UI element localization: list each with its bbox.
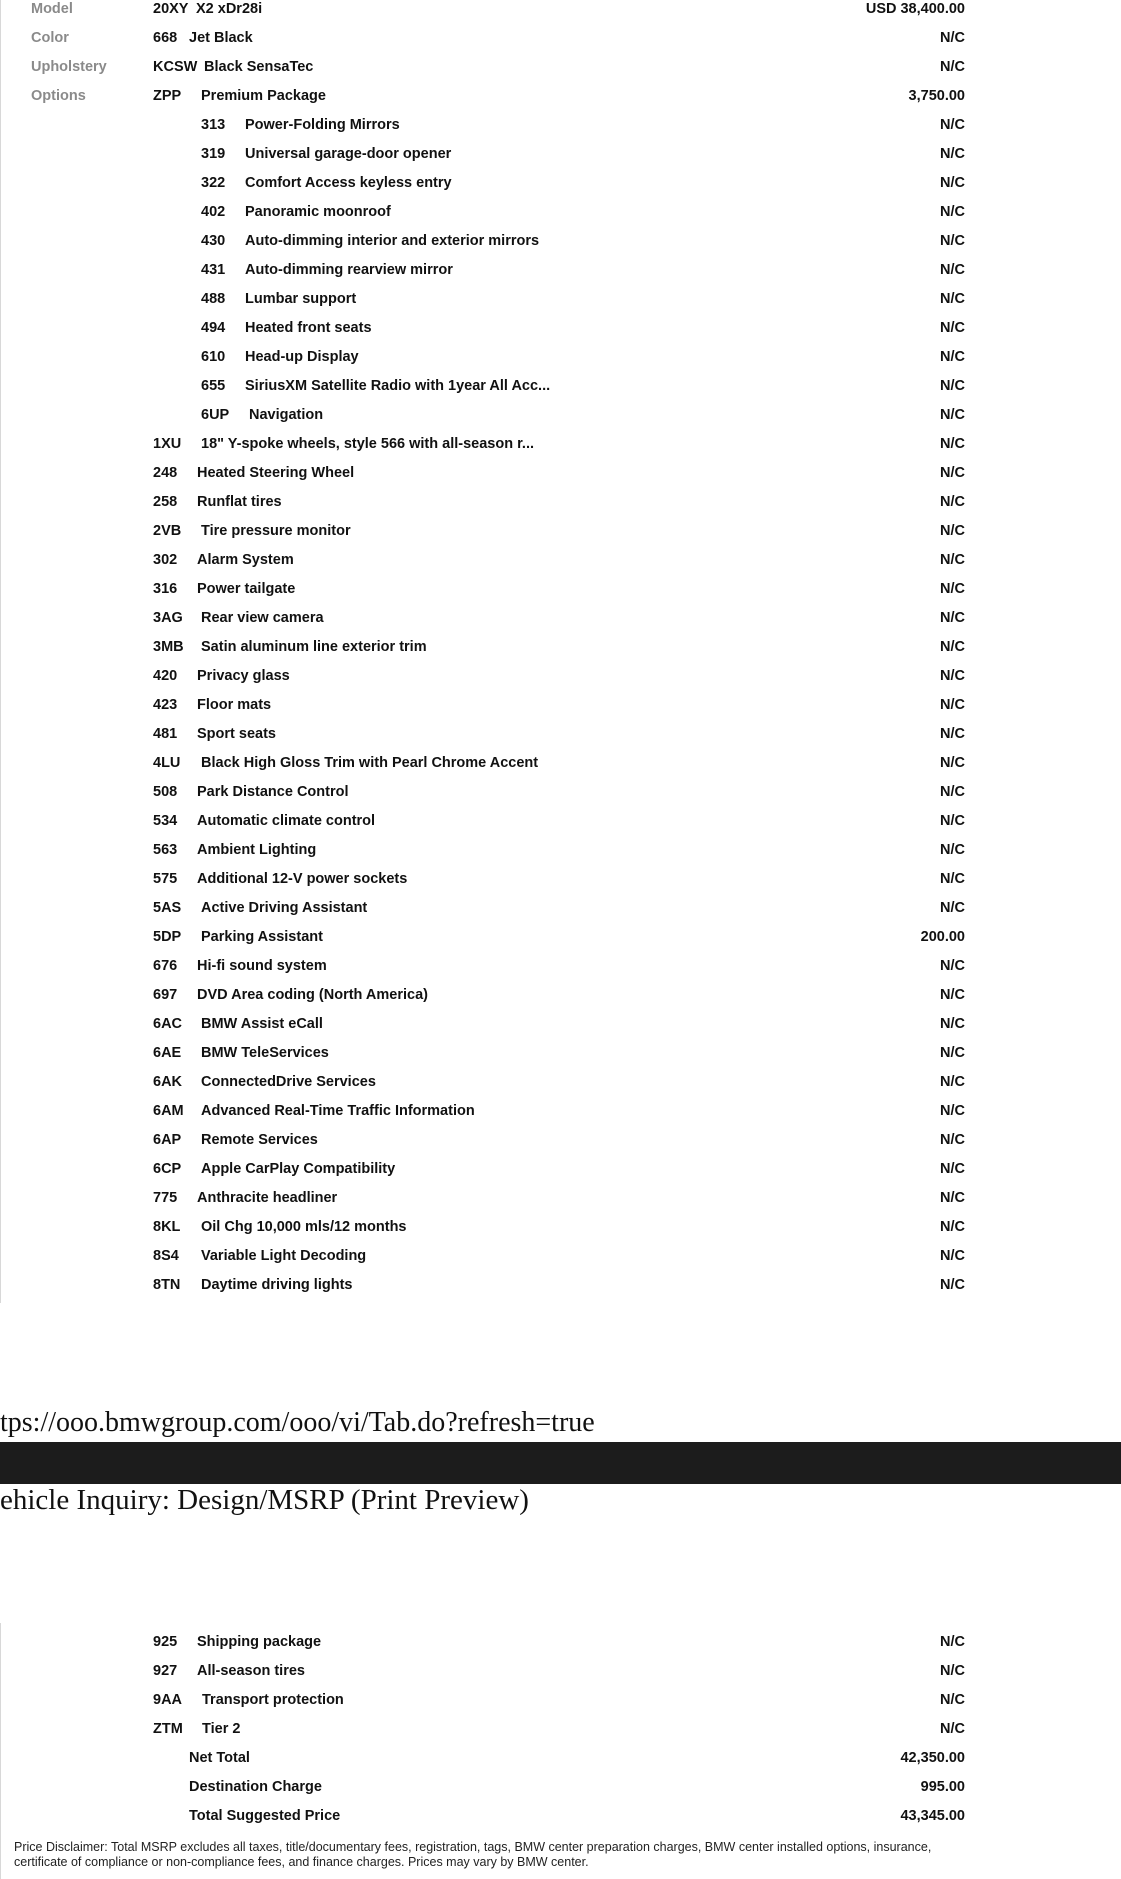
option-description: Shipping package <box>197 1634 322 1650</box>
option-price: N/C <box>940 1663 965 1679</box>
option-price: N/C <box>940 494 965 510</box>
option-row <box>1 464 1121 493</box>
option-price: N/C <box>940 1074 965 1090</box>
option-description: Ambient Lighting <box>197 842 317 858</box>
option-description: Apple CarPlay Compatibility <box>201 1161 396 1177</box>
premium-package-row <box>1 87 1121 116</box>
option-price: N/C <box>940 784 965 800</box>
total-amount: 43,345.00 <box>900 1808 965 1824</box>
option-price: N/C <box>940 552 965 568</box>
option-row <box>1 667 1121 696</box>
option-description: Runflat tires <box>197 494 282 510</box>
package-item-row <box>1 348 1121 377</box>
option-description: Comfort Access keyless entry <box>245 175 452 191</box>
package-item-row <box>1 261 1121 290</box>
option-description: Lumbar support <box>245 291 357 307</box>
option-code: 3AG <box>153 610 183 626</box>
option-code: 1XU <box>153 436 182 452</box>
option-description: DVD Area coding (North America) <box>197 987 428 1003</box>
option-description: Alarm System <box>197 552 294 568</box>
option-code: 402 <box>201 204 226 220</box>
option-price: N/C <box>940 842 965 858</box>
option-price: N/C <box>940 1692 965 1708</box>
upholstery-code: KCSW <box>153 59 198 75</box>
option-price: N/C <box>940 1161 965 1177</box>
option-row <box>1 1633 1121 1662</box>
package-item-row <box>1 116 1121 145</box>
option-price: N/C <box>940 1103 965 1119</box>
option-row <box>1 551 1121 580</box>
option-row <box>1 493 1121 522</box>
option-description: Heated Steering Wheel <box>197 465 355 481</box>
option-row <box>1 986 1121 1015</box>
option-row <box>1 1662 1121 1691</box>
color-code: 668 <box>153 30 178 46</box>
total-label: Destination Charge <box>189 1779 322 1795</box>
options-label: Options <box>31 88 86 104</box>
option-row <box>1 1160 1121 1189</box>
option-price: N/C <box>940 697 965 713</box>
price-disclaimer: Price Disclaimer: Total MSRP excludes all taxes, title/documentary fees, registration, tags, BMW center preparation charges, BMW center installed options, insurance, certificate of compliance or non-compliance fees, and finance charges. Prices may vary by BMW center. <box>14 1840 932 1869</box>
package-item-row <box>1 290 1121 319</box>
option-price: N/C <box>940 987 965 1003</box>
option-code: 8S4 <box>153 1248 179 1264</box>
option-code: 575 <box>153 871 178 887</box>
option-description: Variable Light Decoding <box>201 1248 367 1264</box>
option-price: N/C <box>940 117 965 133</box>
option-description: Sport seats <box>197 726 276 742</box>
option-price: N/C <box>940 871 965 887</box>
option-code: 302 <box>153 552 178 568</box>
price-sheet-page-2 <box>0 1623 1121 1879</box>
package-item-row <box>1 406 1121 435</box>
option-description: ConnectedDrive Services <box>201 1074 376 1090</box>
total-label: Net Total <box>189 1750 250 1766</box>
option-price: N/C <box>940 1219 965 1235</box>
premium-package-desc: Premium Package <box>201 88 326 104</box>
option-price: N/C <box>940 1721 965 1737</box>
option-row <box>1 1720 1121 1749</box>
option-price: N/C <box>940 320 965 336</box>
package-item-row <box>1 203 1121 232</box>
option-code: 423 <box>153 697 178 713</box>
option-code: 6CP <box>153 1161 182 1177</box>
option-row <box>1 841 1121 870</box>
option-row <box>1 638 1121 667</box>
option-price: N/C <box>940 233 965 249</box>
option-code: 313 <box>201 117 226 133</box>
option-code: 2VB <box>153 523 182 539</box>
option-description: Auto-dimming rearview mirror <box>245 262 453 278</box>
option-description: Advanced Real-Time Traffic Information <box>201 1103 475 1119</box>
option-price: N/C <box>940 291 965 307</box>
total-row <box>1 1807 1121 1836</box>
option-row <box>1 812 1121 841</box>
option-price: N/C <box>940 581 965 597</box>
package-item-row <box>1 174 1121 203</box>
option-row <box>1 1276 1121 1305</box>
option-description: Floor mats <box>197 697 272 713</box>
option-description: Universal garage-door opener <box>245 146 452 162</box>
option-row <box>1 1073 1121 1102</box>
option-row <box>1 609 1121 638</box>
option-price: N/C <box>940 1248 965 1264</box>
option-code: 5AS <box>153 900 182 916</box>
package-item-row <box>1 319 1121 348</box>
premium-package-code: ZPP <box>153 88 182 104</box>
total-amount: 42,350.00 <box>900 1750 965 1766</box>
option-price: N/C <box>940 1132 965 1148</box>
option-row <box>1 928 1121 957</box>
package-item-row <box>1 232 1121 261</box>
option-price: N/C <box>940 1045 965 1061</box>
option-code: 3MB <box>153 639 184 655</box>
option-price: N/C <box>940 755 965 771</box>
option-price: N/C <box>940 958 965 974</box>
option-description: BMW TeleServices <box>201 1045 329 1061</box>
option-row <box>1 696 1121 725</box>
option-description: Tire pressure monitor <box>201 523 351 539</box>
option-code: 248 <box>153 465 178 481</box>
option-price: N/C <box>940 639 965 655</box>
option-row <box>1 899 1121 928</box>
option-code: 775 <box>153 1190 178 1206</box>
option-code: 610 <box>201 349 226 365</box>
option-code: 676 <box>153 958 178 974</box>
option-price: N/C <box>940 262 965 278</box>
model-code: 20XY <box>153 1 189 17</box>
option-description: Additional 12-V power sockets <box>197 871 408 887</box>
model-label: Model <box>31 1 73 17</box>
option-code: 6AC <box>153 1016 183 1032</box>
option-price: N/C <box>940 610 965 626</box>
total-label: Total Suggested Price <box>189 1808 341 1824</box>
option-row <box>1 870 1121 899</box>
option-description: Black High Gloss Trim with Pearl Chrome Accent <box>201 755 539 771</box>
option-code: 488 <box>201 291 226 307</box>
option-description: Daytime driving lights <box>201 1277 353 1293</box>
option-description: Navigation <box>249 407 324 423</box>
option-code: 8TN <box>153 1277 181 1293</box>
total-row <box>1 1778 1121 1807</box>
option-row <box>1 1044 1121 1073</box>
option-code: 481 <box>153 726 178 742</box>
option-code: 420 <box>153 668 178 684</box>
option-code: 534 <box>153 813 178 829</box>
option-row <box>1 522 1121 551</box>
option-description: Privacy glass <box>197 668 290 684</box>
option-code: 925 <box>153 1634 178 1650</box>
premium-package-price: 3,750.00 <box>908 88 965 104</box>
option-code: 927 <box>153 1663 178 1679</box>
upholstery-row <box>1 58 1121 87</box>
model-desc: X2 xDr28i <box>196 1 263 17</box>
option-description: Hi-fi sound system <box>197 958 327 974</box>
option-price: N/C <box>940 900 965 916</box>
option-row <box>1 1131 1121 1160</box>
option-description: Tier 2 <box>202 1721 241 1737</box>
option-row <box>1 754 1121 783</box>
option-code: ZTM <box>153 1721 183 1737</box>
color-price: N/C <box>940 30 965 46</box>
option-code: 6AM <box>153 1103 184 1119</box>
option-price: N/C <box>940 175 965 191</box>
option-price: N/C <box>940 726 965 742</box>
option-price: N/C <box>940 1277 965 1293</box>
option-description: Remote Services <box>201 1132 318 1148</box>
option-row <box>1 435 1121 464</box>
option-row <box>1 957 1121 986</box>
option-description: Rear view camera <box>201 610 324 626</box>
option-row <box>1 580 1121 609</box>
option-code: 8KL <box>153 1219 181 1235</box>
option-description: Satin aluminum line exterior trim <box>201 639 427 655</box>
page-url: tps://ooo.bmwgroup.com/ooo/vi/Tab.do?refresh=true <box>0 1407 595 1438</box>
option-code: 258 <box>153 494 178 510</box>
option-price: N/C <box>940 465 965 481</box>
option-code: 5DP <box>153 929 182 945</box>
option-code: 563 <box>153 842 178 858</box>
package-item-row <box>1 145 1121 174</box>
option-code: 6AK <box>153 1074 183 1090</box>
color-row <box>1 29 1121 58</box>
option-code: 494 <box>201 320 226 336</box>
option-price: N/C <box>940 1016 965 1032</box>
option-price: N/C <box>940 378 965 394</box>
total-amount: 995.00 <box>920 1779 965 1795</box>
option-description: BMW Assist eCall <box>201 1016 323 1032</box>
option-code: 322 <box>201 175 226 191</box>
option-description: Transport protection <box>202 1692 344 1708</box>
option-description: Automatic climate control <box>197 813 376 829</box>
option-price: N/C <box>940 668 965 684</box>
option-row <box>1 1247 1121 1276</box>
option-code: 655 <box>201 378 226 394</box>
upholstery-label: Upholstery <box>31 59 107 75</box>
option-code: 9AA <box>153 1692 183 1708</box>
option-price: N/C <box>940 204 965 220</box>
total-row <box>1 1749 1121 1778</box>
option-description: Parking Assistant <box>201 929 323 945</box>
option-code: 431 <box>201 262 226 278</box>
option-code: 430 <box>201 233 226 249</box>
option-row <box>1 1189 1121 1218</box>
option-row <box>1 1691 1121 1720</box>
option-code: 6UP <box>201 407 230 423</box>
option-description: Anthracite headliner <box>197 1190 338 1206</box>
option-row <box>1 1015 1121 1044</box>
option-row <box>1 1102 1121 1131</box>
color-label: Color <box>31 30 69 46</box>
option-description: Active Driving Assistant <box>201 900 368 916</box>
option-code: 4LU <box>153 755 181 771</box>
option-description: Auto-dimming interior and exterior mirrors <box>245 233 540 249</box>
option-code: 6AE <box>153 1045 182 1061</box>
option-price: 200.00 <box>920 929 965 945</box>
upholstery-desc: Black SensaTec <box>204 59 314 75</box>
option-description: Power-Folding Mirrors <box>245 117 400 133</box>
option-description: 18" Y-spoke wheels, style 566 with all-season r... <box>201 436 535 452</box>
option-row <box>1 725 1121 754</box>
option-code: 6AP <box>153 1132 182 1148</box>
upholstery-price: N/C <box>940 59 965 75</box>
option-description: Power tailgate <box>197 581 296 597</box>
option-description: All-season tires <box>197 1663 305 1679</box>
page-break-bar <box>0 1442 1121 1484</box>
option-description: Oil Chg 10,000 mls/12 months <box>201 1219 407 1235</box>
color-desc: Jet Black <box>189 30 253 46</box>
option-price: N/C <box>940 146 965 162</box>
option-description: Panoramic moonroof <box>245 204 391 220</box>
package-item-row <box>1 377 1121 406</box>
option-price: N/C <box>940 436 965 452</box>
option-description: SiriusXM Satellite Radio with 1year All Acc... <box>245 378 551 394</box>
option-price: N/C <box>940 1634 965 1650</box>
option-code: 697 <box>153 987 178 1003</box>
option-description: Heated front seats <box>245 320 372 336</box>
option-code: 319 <box>201 146 226 162</box>
option-price: N/C <box>940 1190 965 1206</box>
print-preview-title: ehicle Inquiry: Design/MSRP (Print Preview) <box>0 1484 529 1516</box>
option-description: Park Distance Control <box>197 784 349 800</box>
option-code: 508 <box>153 784 178 800</box>
option-price: N/C <box>940 523 965 539</box>
model-price: USD 38,400.00 <box>865 1 965 17</box>
model-row <box>1 0 1121 29</box>
option-price: N/C <box>940 813 965 829</box>
option-price: N/C <box>940 407 965 423</box>
option-row <box>1 783 1121 812</box>
option-row <box>1 1218 1121 1247</box>
option-description: Head-up Display <box>245 349 359 365</box>
option-price: N/C <box>940 349 965 365</box>
option-code: 316 <box>153 581 178 597</box>
